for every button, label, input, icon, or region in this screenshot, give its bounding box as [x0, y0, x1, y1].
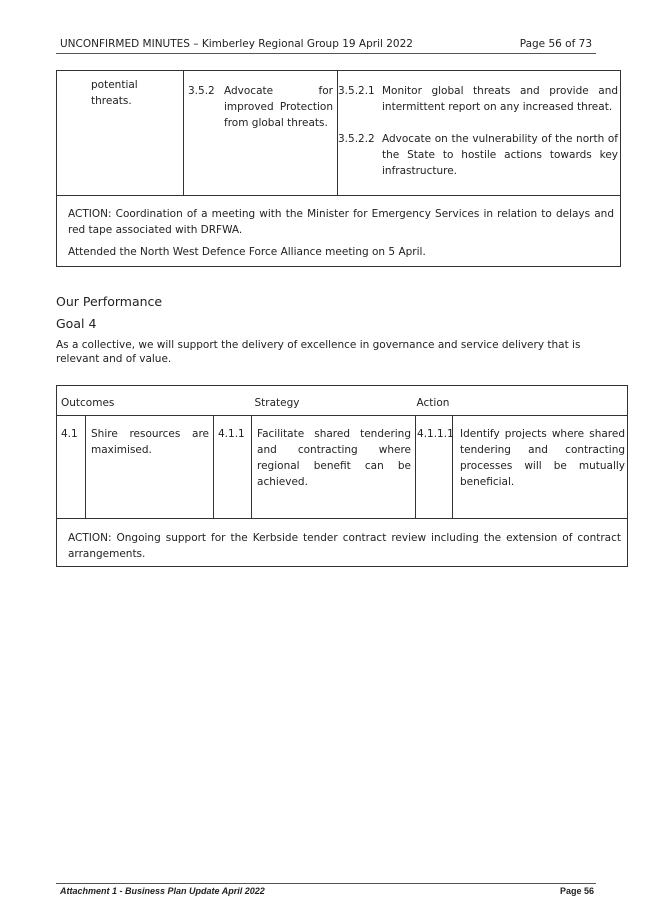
section-title: Our Performance — [56, 294, 163, 309]
header-action: Action — [453, 386, 628, 416]
strategy-number: 4.1.1 — [214, 416, 252, 519]
outcome-cell — [57, 71, 184, 196]
footer-attachment: Attachment 1 - Business Plan Update April 2022 — [60, 886, 265, 896]
actions-cell — [338, 71, 621, 196]
footer-page-number: Page 56 — [559, 886, 594, 896]
goal3-continuation-table — [56, 70, 621, 267]
goal-description: As a collective, we will support the delivery of excellence in governance and service delivery that is relevant and of value. — [56, 339, 581, 365]
header-page-number: Page 56 of 73 — [519, 38, 592, 50]
strategy-cell — [184, 71, 338, 196]
action-item — [338, 131, 618, 179]
action-text: Monitor global threats and provide and intermittent report on any increased threat. — [382, 85, 619, 113]
strategy-number: 3.5.2 — [188, 85, 215, 97]
action-note: ACTION: Coordination of a meeting with the Minister for Emergency Services in relation to delays and red tape associated with DRFWA. — [68, 208, 615, 236]
action-text: Identify projects where shared tendering and contracting processes will be mutually beneficial. — [453, 416, 628, 519]
goal4-table — [56, 385, 628, 567]
action-text: Advocate on the vulnerability of the north of the State to hostile actions towards key infrastructure. — [382, 133, 619, 177]
action-number: 3.5.2.1 — [338, 85, 375, 97]
action-number: 3.5.2.2 — [338, 133, 375, 145]
outcome-number: 4.1 — [57, 416, 86, 519]
action-item — [338, 83, 618, 115]
outcome-text: potential threats. — [91, 79, 138, 107]
goal-title: Goal 4 — [56, 316, 97, 331]
attended-note: Attended the North West Defence Force Alliance meeting on 5 April. — [68, 246, 426, 258]
outcome-text: Shire resources are maximised. — [86, 416, 214, 519]
action-note: ACTION: Ongoing support for the Kerbside tender contract review including the extension of contract arrangements. — [57, 519, 628, 567]
page-header — [56, 37, 596, 54]
action-number: 4.1.1.1 — [416, 416, 453, 519]
action-note-cell — [57, 196, 621, 267]
strategy-text: Advocate for improved Protection from global threats. — [224, 85, 333, 129]
header-outcomes: Outcomes — [57, 386, 252, 416]
header-title: UNCONFIRMED MINUTES – Kimberley Regional Group 19 April 2022 — [60, 38, 413, 50]
page-footer — [56, 883, 596, 898]
strategy-text: Facilitate shared tendering and contracting where regional benefit can be achieved. — [252, 416, 416, 519]
header-strategy: Strategy — [252, 386, 453, 416]
